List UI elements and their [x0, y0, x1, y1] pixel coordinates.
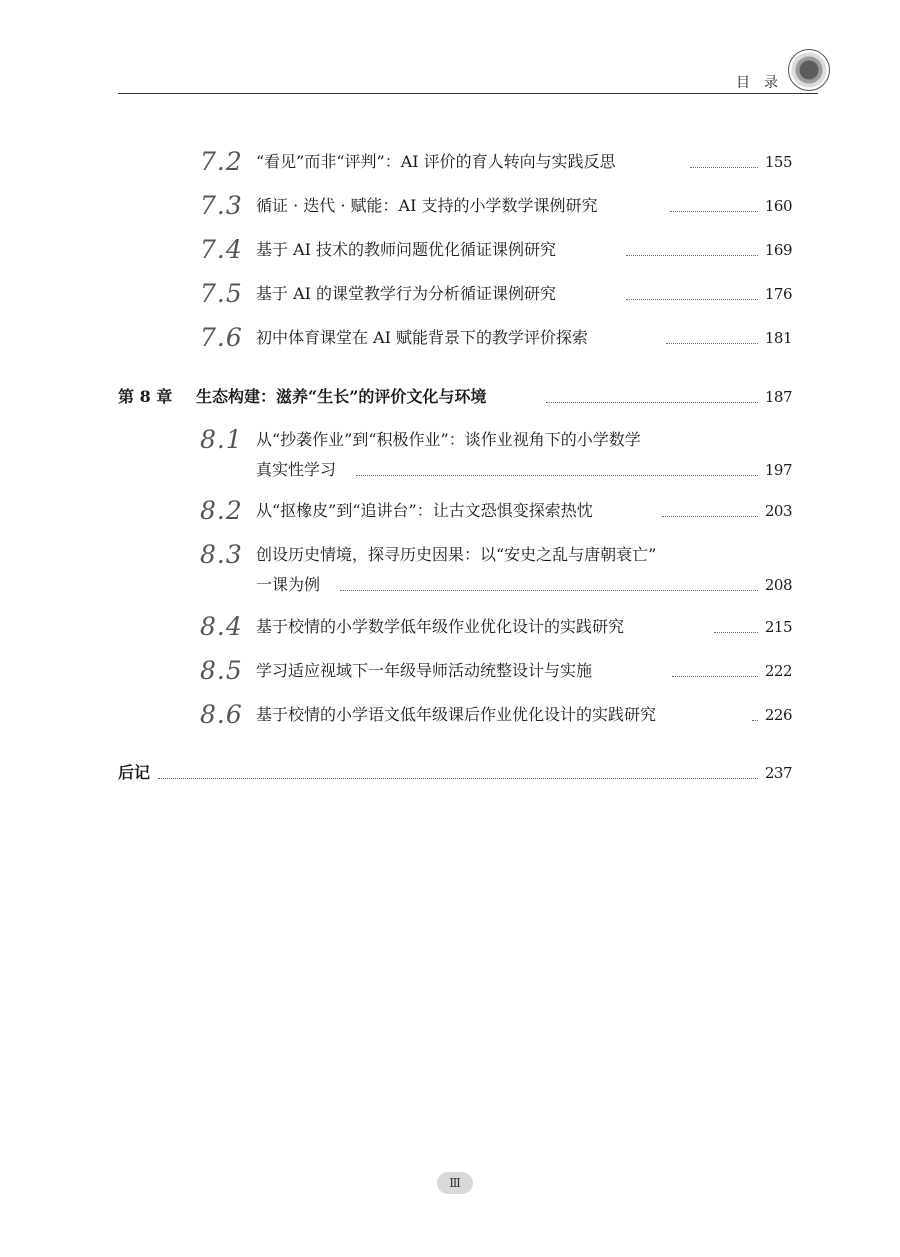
page-number: 155: [764, 153, 792, 171]
dot-leader: [662, 516, 758, 517]
toc-entry-7-5[interactable]: [0, 279, 900, 309]
chapter-label: 第 8 章: [118, 387, 173, 406]
page-number: 176: [764, 285, 792, 303]
dot-leader: [672, 676, 758, 677]
page-number: 237: [764, 764, 792, 782]
section-title: 基于校情的小学语文低年级课后作业优化设计的实践研究: [256, 700, 658, 730]
dot-leader: [670, 211, 758, 212]
section-number: 7.5: [200, 279, 243, 308]
dot-leader: [714, 632, 758, 633]
section-number: 8.5: [200, 656, 243, 685]
section-number: 8.6: [200, 700, 243, 729]
section-number: 7.4: [200, 235, 243, 264]
page-number: 181: [764, 329, 792, 347]
header-title: 目录: [736, 75, 792, 91]
section-title: 初中体育课堂在 AI 赋能背景下的教学评价探索: [256, 323, 590, 353]
toc-entry-8-1-cont[interactable]: [0, 455, 900, 485]
section-title-continued: 真实性学习: [256, 460, 337, 479]
dot-leader: [666, 343, 758, 344]
toc-entry-8-1[interactable]: [0, 425, 900, 455]
afterword-label: 后记: [118, 763, 151, 782]
section-title: 从“抠橡皮”到“追讲台”：让古文恐惧变探索热忱: [256, 496, 595, 526]
dot-leader: [690, 167, 758, 168]
page-number: 169: [764, 241, 792, 259]
toc-entry-8-4[interactable]: [0, 612, 900, 642]
page-number: 197: [764, 461, 792, 479]
section-title: 从“抄袭作业”到“积极作业”：谈作业视角下的小学数学: [256, 425, 643, 455]
dot-leader: [626, 299, 758, 300]
section-number: 8.4: [200, 612, 243, 641]
page-number: 226: [764, 706, 792, 724]
section-title: 学习适应视域下一年级导师活动统整设计与实施: [256, 656, 594, 686]
page-number: 215: [764, 618, 792, 636]
seal-emblem-icon: [788, 49, 830, 91]
section-title: 基于 AI 技术的教师问题优化循证课例研究: [256, 235, 558, 265]
toc-entry-7-4[interactable]: [0, 235, 900, 265]
section-title: 创设历史情境，探寻历史因果：以“安史之乱与唐朝衰亡”: [256, 540, 658, 570]
toc-chapter-8[interactable]: [0, 382, 900, 412]
chapter-title: 生态构建：滋养“生长”的评价文化与环境: [196, 382, 488, 412]
section-title-continued: 一课为例: [256, 575, 321, 594]
toc-entry-8-2[interactable]: [0, 496, 900, 526]
dot-leader: [752, 720, 758, 721]
section-number: 8.2: [200, 496, 243, 525]
dot-leader: [158, 778, 758, 779]
header-rule: [118, 93, 818, 94]
dot-leader: [626, 255, 758, 256]
page-number: 160: [764, 197, 792, 215]
section-number: 8.1: [200, 425, 243, 454]
section-title: 基于 AI 的课堂教学行为分析循证课例研究: [256, 279, 558, 309]
toc-entry-8-3-cont[interactable]: [0, 570, 900, 600]
footer-page-number: Ⅲ: [437, 1172, 473, 1194]
section-title: 循证 · 迭代 · 赋能：AI 支持的小学数学课例研究: [256, 191, 599, 221]
page-number: 187: [764, 388, 792, 406]
dot-leader: [546, 402, 758, 403]
section-number: 7.3: [200, 191, 243, 220]
section-title: “看见”而非“评判”：AI 评价的育人转向与实践反思: [256, 147, 618, 177]
page-number: 203: [764, 502, 792, 520]
toc-entry-7-3[interactable]: [0, 191, 900, 221]
page-number: 208: [764, 576, 792, 594]
section-number: 7.2: [200, 147, 243, 176]
toc-entry-8-5[interactable]: [0, 656, 900, 686]
section-title: 基于校情的小学数学低年级作业优化设计的实践研究: [256, 612, 626, 642]
toc-entry-8-3[interactable]: [0, 540, 900, 570]
toc-entry-7-2[interactable]: [0, 147, 900, 177]
dot-leader: [356, 475, 758, 476]
section-number: 7.6: [200, 323, 243, 352]
toc-entry-8-6[interactable]: [0, 700, 900, 730]
dot-leader: [340, 590, 758, 591]
page-number: 222: [764, 662, 792, 680]
toc-entry-7-6[interactable]: [0, 323, 900, 353]
toc-afterword[interactable]: [0, 758, 900, 788]
section-number: 8.3: [200, 540, 243, 569]
